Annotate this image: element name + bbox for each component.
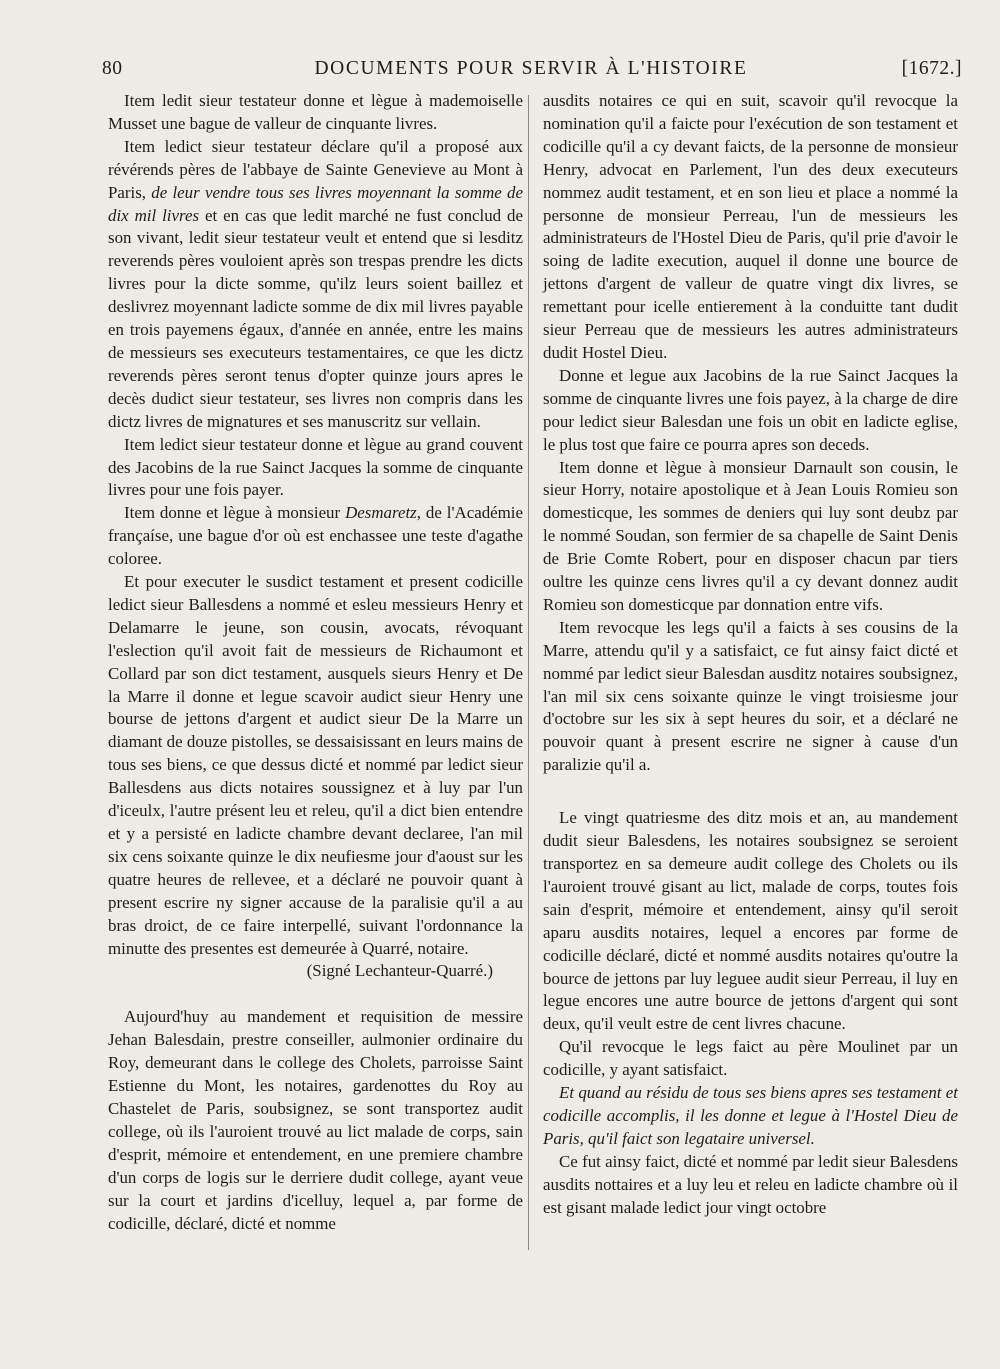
paragraph: Donne et legue aux Jacobins de la rue Sainct Jacques la somme de cinquante livres une fois payez, à la charge de dire pour ledict sieur Balesdan une fois un obit en ladicte eglise, le plus tost que faire ce pourra apres son deceds. — [543, 365, 958, 454]
left-column — [108, 90, 523, 1235]
paragraph: Item ledit sieur testateur donne et lègue à mademoiselle Musset une bague de valleur de cinquante livres. — [108, 91, 523, 133]
italic-text: Desmaretz — [345, 503, 417, 523]
paragraph: Item donne et lègue à monsieur Darnault son cousin, le sieur Horry, notaire apostolique et à Jean Louis Romieu son domesticque, les sommes de deniers qui luy sont deubz par le nommé Soudan, son fermier de sa chapelle de Saint Denis de Brie Comte Robert, pour en disposer chacun par tiers oultre les quinze cens livres qu'il a cy devant donnez audit Romieu son domesticque par donnation entre vifs. — [543, 457, 958, 614]
paragraph-text: , de l'Académie françaíse, une bague d'or où est enchassee une teste d'agathe coloree. — [108, 503, 523, 569]
paragraph: Et pour executer le susdict testament et present codicille ledict sieur Ballesdens a nommé et esleu messieurs Henry et Delamarre le jeune, son cousin, avocats, révoquant l'eslection qu'il avoit fait de messieurs de Richaumont et Collard par son dict testament, ausquels sieurs Henry et De la Marre il donne et legue scavoir audict sieur Henry une bourse de jettons d'argent et audict sieur De la Marre un diamant de douze pistolles, se dessaisissant en leurs mains de tous ses biens, ce que dessus dicté et nommé par ledict sieur Ballesdens aus dicts notaires soussignez et à luy par l'un d'iceulx, l'autre présent leu et releu, qu'il a dict bien entendre et y a persisté en ladicte chambre devant declaree, l'an mil six cens soixante quinze le dix neufiesme jour d'aoust sur les quatre heures de rellevee, et a déclaré ne pouvoir quant à present escrire ny signer accause de la paralisie qu'il a au bras droict, de ce faire interpellé, suivant l'ordonnance la minutte des presentes est demeurée à Quarré, notaire. — [108, 572, 523, 958]
paragraph: Le vingt quatriesme des ditz mois et an, au mandement dudit sieur Balesdens, les notaires soubsignez se seroient transportez en sa demeure audit college des Cholets ou ils l'auroient trouvé gisant au lict, malade de corps, toutes fois sain d'esprit, mémoire et entendement, ainsy qu'il seroit aparu ausdits notaires, lequel a encores par forme de codicille déclaré, dicté et nommé ausdits notaires qu'outre la bource de jettons par luy leguee audit sieur Perreau, il luy en legue encores une autre bource de jettons d'argent qui sont deux, qu'il veult estre de cent livres chacune. — [543, 808, 958, 1034]
paragraph-text: Item donne et lègue à monsieur — [124, 503, 346, 523]
running-header — [100, 58, 962, 88]
running-title: DOCUMENTS POUR SERVIR À L'HISTOIRE — [314, 58, 748, 79]
paragraph — [108, 136, 523, 434]
paragraph: Item revocque les legs qu'il a faicts à ses cousins de la Marre, attendu qu'il y a satisfaict, ce fut ainsy faict dicté et nommé par ledict sieur Balesdan ausditz notaires soubsignez, l'an mil six cens soixante quinze le vingt troisiesme jour d'octobre sur les six à sept heures du soir, et a déclaré ne pouvoir quant à present escrire ne signer à cause d'un paralizie qu'il a. — [543, 617, 958, 775]
paragraph: Item ledict sieur testateur donne et lègue au grand couvent des Jacobins de la rue Sainct Jacques la somme de cinquante livres pour une fois payer. — [108, 434, 523, 500]
right-column — [543, 90, 958, 1220]
section-gap — [543, 777, 958, 807]
section-gap — [108, 983, 523, 1006]
paragraph: Aujourd'huy au mandement et requisition de messire Jehan Balesdain, prestre conseiller, aulmonier ordinaire du Roy, demeurant dans le college des Cholets, parroisse Saint Estienne du Mont, les notaires, gardenottes du Roy au Chastelet de Paris, soubsignez, se sont transportez audit college, où ils l'auroient trouvé au lict malade de corps, sain d'esprit, mémoire et entendement, en une premiere chambre d'un corps de logis sur le derriere dudit college, ayant veue sur la court et jardins d'icelluy, lequel a, par forme de codicille, déclaré, dicté et nomme — [108, 1007, 523, 1233]
paragraph — [108, 502, 523, 571]
italic-paragraph: Et quand au résidu de tous ses biens apres ses testament et codicille accomplis, il les donne et legue à l'Hostel Dieu de Paris, qu'il faict son legataire universel. — [543, 1083, 958, 1148]
paragraph: Ce fut ainsy faict, dicté et nommé par ledit sieur Balesdens ausdits nottaires et a luy leu et releu en ladicte chambre où il est gisant malade ledict jour vingt octobre — [543, 1151, 958, 1217]
paragraph: Qu'il revocque le legs faict au père Moulinet par un codicille, y ayant satisfaict. — [543, 1037, 958, 1080]
paragraph-text: Item ledict sieur testateur déclare qu'il a proposé aux révérends pères de l'abbaye de Sainte Genevieve au Mont à Paris, — [108, 136, 523, 202]
italic-text: de leur vendre tous ses livres moyennant la somme de dix mil livres — [108, 182, 523, 225]
paragraph-text: et en cas que ledit marché ne fust conclud de son vivant, ledit sieur testateur veult et entend que si lesditz reverends pères vouloient après son trespas prendre les dicts livres pour la dicte somme, qu'ilz leurs soient baillez et deslivrez moyennant ladicte somme de dix mil livres payable en trois payemens égaux, d'année en année, entre les mains de messieurs ses executeurs testamentaires, ce que les dictz reverends pères seront tenus d'opter quinze jours apres le decès dudict sieur testateur, ses livres non compris dans les dictz livres de mignatures et ses manuscritz sur vellain. — [108, 205, 523, 431]
signature-line: (Signé Lechanteur-Quarré.) — [306, 961, 493, 981]
page-number: 80 — [102, 58, 123, 79]
column-divider — [528, 95, 529, 1250]
paragraph: ausdits notaires ce qui en suit, scavoir qu'il revocque la nomination qu'il a faicte pour l'exécution de son testament et codicille qu'il a cy devant faicts, de la personne de monsieur Henry, advocat en Parlement, l'un des deux executeurs nommez audit testament, et en son lieu et place a nommé la personne de monsieur Perreau, l'un de messieurs les administrateurs de l'Hostel Dieu de Paris, qu'il prie d'avoir le soing de ladite execution, auquel il donne une bource de jettons d'argent de valleur de quatre vingt dix livres, se remettant pour icelle entierement à la conduitte tant dudit sieur Perreau que de messieurs les autres administrateurs dudit Hostel Dieu. — [543, 91, 958, 362]
year-marker: [1672.] — [901, 58, 962, 79]
